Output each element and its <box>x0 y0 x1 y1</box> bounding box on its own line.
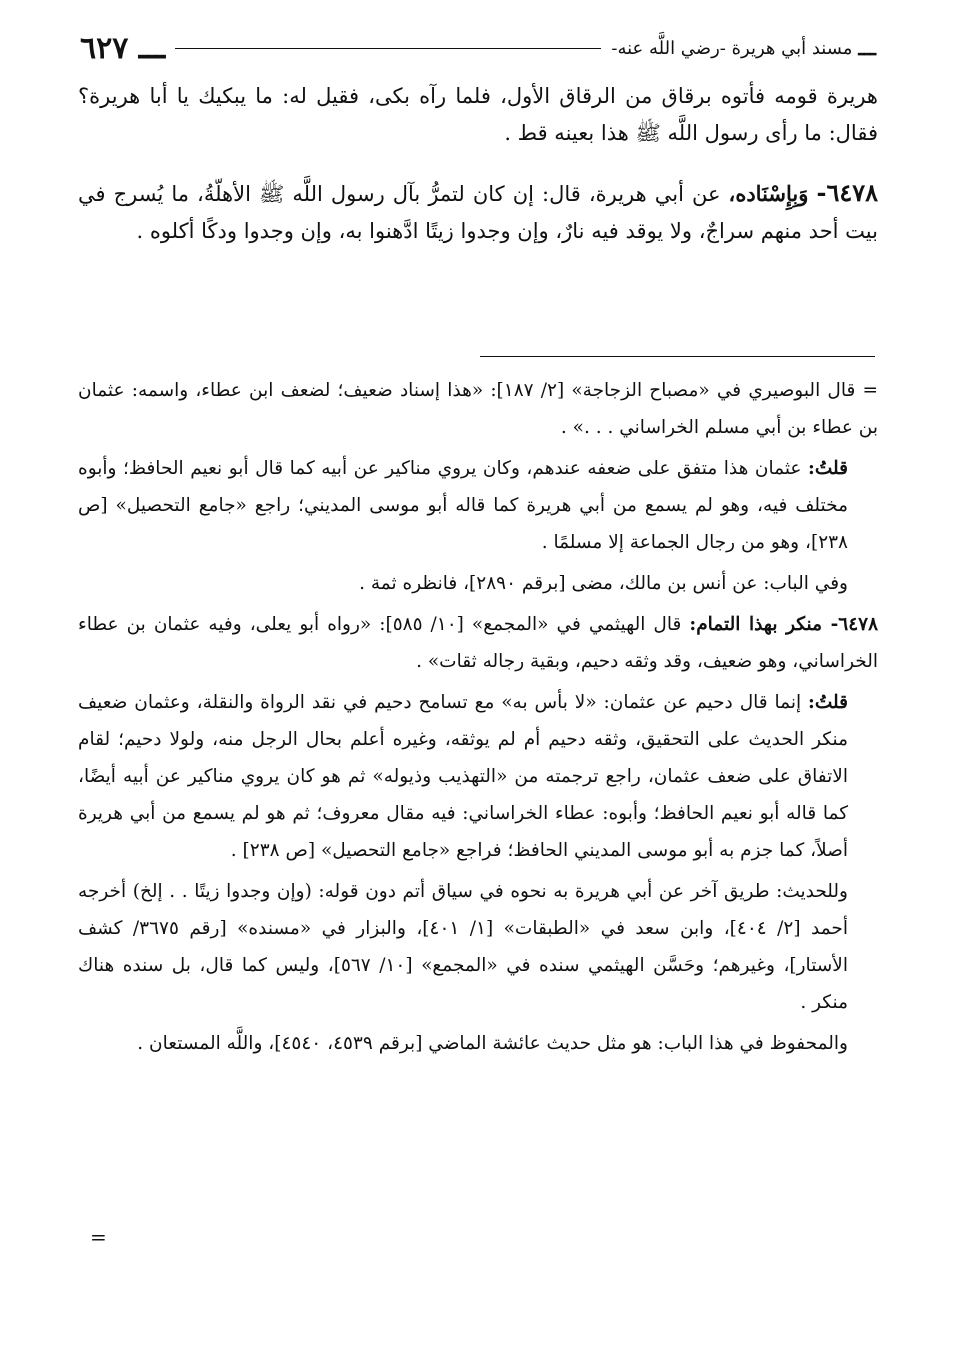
note-6478 <box>78 606 878 680</box>
note-qultu-2 <box>78 684 878 869</box>
main-text <box>78 78 878 250</box>
hadith-number: ٦٤٧٨- <box>816 178 878 207</box>
hadith-paragraph <box>78 174 878 250</box>
header-rule <box>175 48 601 49</box>
note-qultu-1 <box>78 450 878 561</box>
continuation-mark: = <box>90 1225 107 1249</box>
footnote-separator <box>480 356 875 357</box>
note-qultu-1-lead: قلتُ: <box>808 458 848 479</box>
note-other-route: وللحديث: طريق آخر عن أبي هريرة به نحوه في سياق أتم دون قوله: (وإن وجدوا زيتًا . . إلخ) أخرجه أحمد [٢/ ٤٠٤]، وابن سعد في «الطبقات» [١/ ٤٠١]، والبزار في «مسنده» [رقم ٣٦٧٥/ كشف الأستار]، وغيرهم؛ وحَسَّن الهيثمي سنده في «المجمع» [١٠/ ٥٦٧]، وليس كما قال، بل سنده هناك منكر . <box>78 881 848 1013</box>
note-qultu-1-text: عثمان هذا متفق على ضعفه عندهم، وكان يروي مناكير عن أبيه كما قال أبو نعيم الحافظ؛ وأبوه مختلف فيه، وهو لم يسمع من أبي هريرة كما قاله أبو موسى المديني؛ راجع «جامع التحصيل» [ص ٢٣٨]، وهو من رجال الجماعة إلا مسلمًا . <box>78 458 848 553</box>
hadith-lead: وَبِإِسْنَاده، <box>728 181 809 206</box>
footnotes <box>78 372 878 1062</box>
note-busiri: = قال البوصيري في «مصباح الزجاجة» [٢/ ١٨٧]: «هذا إسناد ضعيف؛ لضعف ابن عطاء، واسمه: عثمان بن عطاء بن أبي مسلم الخراساني . . .» . <box>78 380 878 438</box>
note-6478-text: قال الهيثمي في «المجمع» [١٠/ ٥٨٥]: «رواه أبو يعلى، وفيه عثمان بن عطاء الخراساني، وهو ضعيف، وقد وثقه دحيم، وبقية رجاله ثقات» . <box>78 614 878 672</box>
header-dash: ـــ <box>858 36 876 60</box>
hadith-text: عن أبي هريرة، قال: إن كان لتمرُّ بآل رسول اللَّه ﷺ الأهلّةُ، ما يُسرج في بيت أحد منهم سراجٌ، ولا يوقد فيه نارٌ، وإن وجدوا زيتًا ادَّهنوا به، وإن وجدوا ودكًا أكلوه . <box>78 182 878 243</box>
header-title: مسند أبي هريرة -رضي اللَّه عنه- <box>611 37 853 59</box>
note-mahfuz: والمحفوظ في هذا الباب: هو مثل حديث عائشة الماضي [برقم ٤٥٣٩، ٤٥٤٠]، واللَّه المستعان . <box>137 1033 848 1054</box>
note-qultu-2-text: إنما قال دحيم عن عثمان: «لا بأس به» مع تسامح دحيم في نقد الرواة والنقلة، وعثمان ضعيف منكر الحديث على التحقيق، وثقه دحيم أم لم يوثقه، وغيره أعلم بحال الرجل منه، ولولا دحيم؛ لقام الاتفاق على ضعف عثمان، راجع ترجمته من «التهذيب وذيوله» ثم هو كان يروي مناكير عن أبيه أيضًا، كما قاله أبو نعيم الحافظ؛ وأبوه: عطاء الخراساني: فيه مقال معروف؛ ثم هو لم يسمع من أبي هريرة أصلاً، كما جزم به أبو موسى المديني الحافظ؛ فراجع «جامع التحصيل» [ص ٢٣٨] . <box>78 692 848 861</box>
continuation-paragraph: هريرة قومه فأتوه برقاق من الرقاق الأول، فلما رآه بكى، فقيل له: ما يبكيك يا أبا هريرة؟ فقال: ما رأى رسول اللَّه ﷺ هذا بعينه قط . <box>78 84 878 145</box>
note-6478-lead: ٦٤٧٨- منكر بهذا التمام: <box>689 614 879 635</box>
note-qultu-2-lead: قلتُ: <box>808 692 848 713</box>
page-number: ـــ ٦٢٧ <box>80 30 166 66</box>
running-header <box>80 28 876 68</box>
note-bab: وفي الباب: عن أنس بن مالك، مضى [برقم ٢٨٩٠]، فانظره ثمة . <box>359 573 848 594</box>
